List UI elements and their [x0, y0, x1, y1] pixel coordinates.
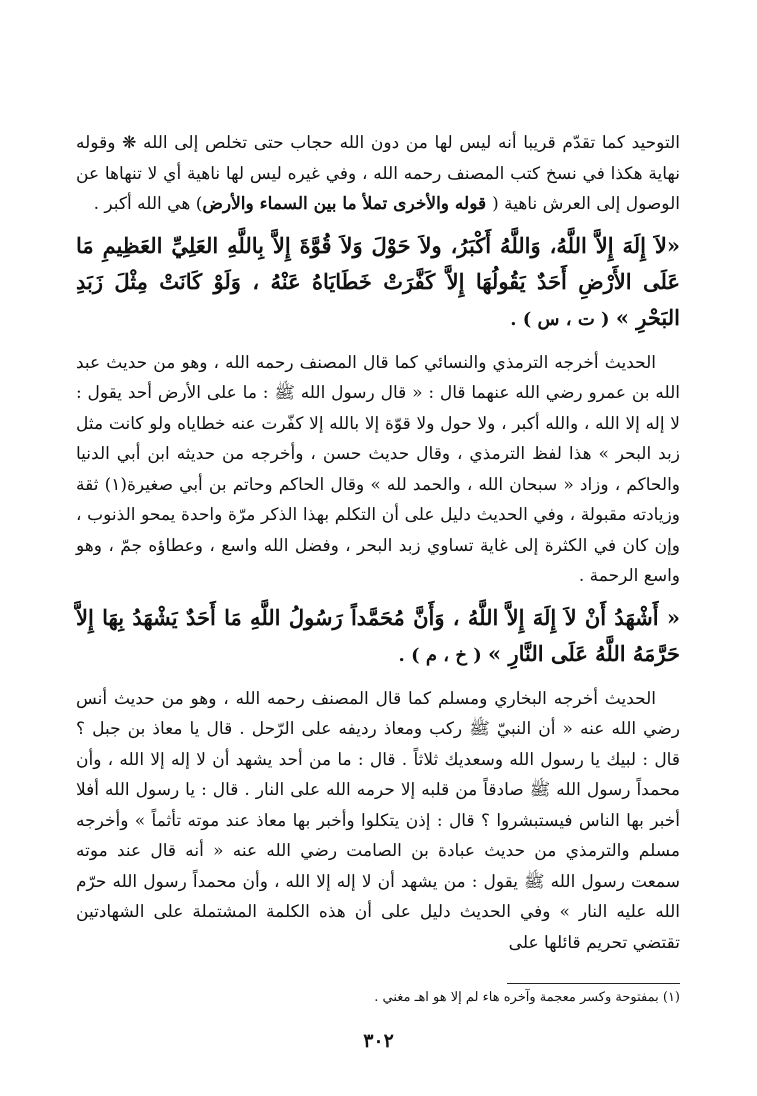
paragraph-1-bold: قوله والأخرى تملأ ما بين السماء والأرض: [202, 194, 493, 214]
paragraph-3: الحديث أخرجه البخاري ومسلم كما قال المصنف رحمه الله ، وهو من حديث أنس رضي الله عنه « أن النبيّ ﷺ ركب ومعاذ رديفه على الرّحل . قال يا معاذ بن جبل ؟ قال : لبيك يا رسول الله وسعديك ثلاثاً . قال : ما من أحد يشهد أن لا إله إلا الله ، وأن محمداً رسول الله ﷺ صادقاً من قلبه إلا حرمه الله على النار . قال : يا رسول الله أفلا أخبر بها الناس فيستبشروا ؟ قال : إذن يتكلوا وأخبر بها معاذ عند موته تأثماً » وأخرجه مسلم والترمذي من حديث عبادة بن الصامت رضي الله عنه « أنه قال عند موته سمعت رسول الله ﷺ يقول : من يشهد أن لا إله إلا الله ، وأن محمداً رسول الله حرّم الله عليه النار » وفي الحديث دليل على أن هذه الكلمة المشتملة على الشهادتين تقتضي تحريم قائلها على: [76, 688, 681, 953]
hadith-1-text: «لاَ إِلَهَ إِلاَّ اللَّهُ، وَاللَّهُ أَكْبَرُ، ولاَ حَوْلَ وَلاَ قُوَّةَ إِلاَّ بِاللَّهِ العَلِيِّ العَظِيمِ مَا عَلَى الأَرْضِ أَحَدٌ يَقُولُهَا إِلاَّ كَفَّرَتْ خَطَايَاهُ عَنْهُ ، وَلَوْ كَانَتْ مِثْلَ زَبَدِ البَحْرِ »: [76, 232, 680, 330]
hadith-2-source: ( خ ، م ) .: [398, 644, 489, 666]
hadith-1-source: ( ت ، س ) .: [510, 308, 616, 330]
paragraph-1-text-b: ) هي الله أكبر .: [93, 194, 203, 214]
hadith-2-text: « أَشْهَدُ أَنْ لاَ إِلَهَ إِلاَّ اللَّهُ ، وَأَنَّ مُحَمَّداً رَسُولُ اللَّهِ مَا أَحَدٌ يَشْهَدُ بِهَا إِلاَّ حَرَّمَهُ اللَّهُ عَلَى النَّارِ »: [76, 604, 680, 666]
hadith-2: [76, 600, 680, 674]
paragraph-1-text-a: التوحيد كما تقدّم قريبا أنه ليس لها من دون الله حجاب حتى تخلص إلى الله ❋ وقوله نهاية هكذا في نسخ كتب المصنف رحمه الله ، وفي غيره ليس لها ناهية أي لا تنهاها عن الوصول إلى العرش ناهية (: [76, 133, 680, 214]
footnote-divider: [507, 983, 680, 984]
hadith-1: [76, 228, 680, 338]
page-number: ٣٠٢: [363, 1030, 394, 1052]
paragraph-2: الحديث أخرجه الترمذي والنسائي كما قال المصنف رحمه الله ، وهو من حديث عبد الله بن عمرو رضي الله عنهما قال : « قال رسول الله ﷺ : ما على الأرض أحد يقول : لا إله إلا الله ، والله أكبر ، ولا حول ولا قوّة إلا بالله إلا كفّرت عنه خطاياه ولو كانت مثل زبد البحر » هذا لفظ الترمذي ، وقال حديث حسن ، وأخرجه من حديثه ابن أبي الدنيا والحاكم ، وزاد « سبحان الله ، والحمد لله » وقال الحاكم وحاتم بن أبي صغيرة(١) ثقة وزيادته مقبولة ، وفي الحديث دليل على أن التكلم بهذا الذكر مرّة واحدة يمحو الذنوب ، وإن كان في الكثرة إلى غاية تساوي زبد البحر ، وفضل الله واسع ، وعطاؤه جمّ ، وهو واسع الرحمة .: [76, 352, 680, 586]
paragraph-1: [76, 128, 680, 220]
footnote: (١) بمفتوحة وكسر معجمة وآخره هاء لم إلا هو اهـ مغني .: [374, 990, 680, 1005]
page-body: [76, 128, 680, 958]
